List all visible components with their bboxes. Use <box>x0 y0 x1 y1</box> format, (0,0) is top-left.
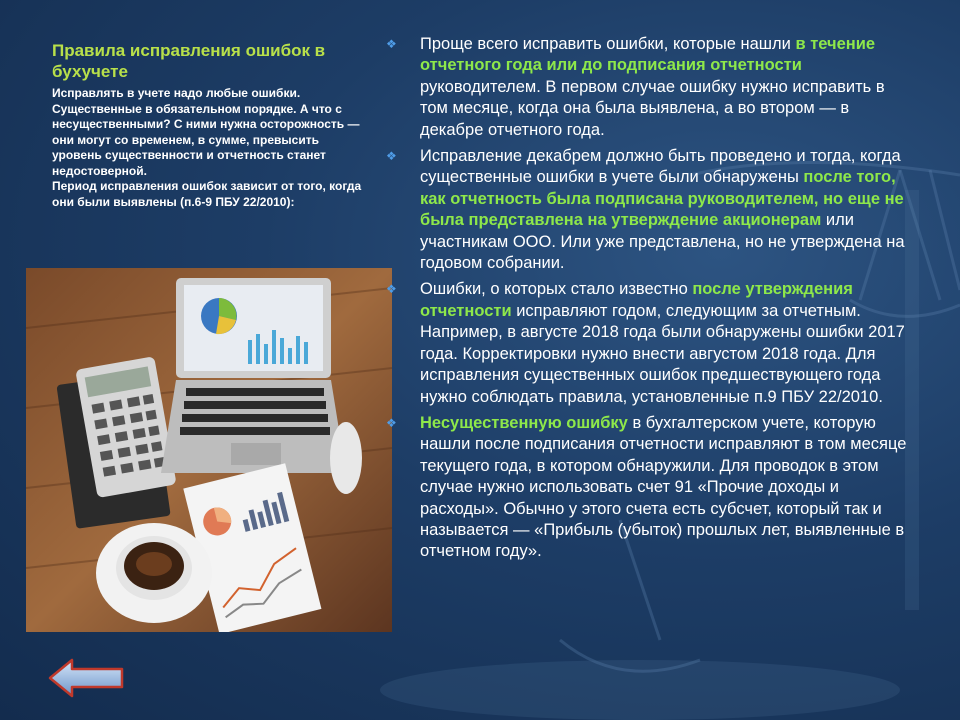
bullet-item <box>386 146 908 274</box>
bullet-highlight: после утверждения отчетности <box>420 280 853 320</box>
bullet-diamond-icon: ❖ <box>386 415 397 430</box>
bullet-diamond-icon: ❖ <box>386 282 397 297</box>
arrow-left-icon[interactable] <box>48 658 124 698</box>
bullet-text: исправляют годом, следующим за отчетным. Например, в августе 2018 года были обнаружены ошибки 2017 года. Корректировки нужно внести августом 2018 года. Для исправления существенных ошибок предшествующего года нужно соблюдать правила, установленные п.9 ПБУ 22/2010. <box>420 301 905 406</box>
coffee-cup-icon <box>96 523 212 623</box>
illustration-photo <box>26 268 392 632</box>
bullet-text: руководителем. В первом случае ошибку нужно исправить в том месяце, когда она была выявлена, а во втором — в декабре отчетного года. <box>420 77 885 139</box>
bullet-list <box>386 34 908 568</box>
mouse-icon <box>330 422 362 494</box>
bullet-text: Ошибки, о которых стало известно <box>420 280 693 299</box>
intro-paragraph-1: Исправлять в учете надо любые ошибки. Существенные в обязательном порядке. А что с несущественными? С ними нужна осторожность — они могут со временем, в сумме, превысить уровень существенности и отчетность станет недостоверной. <box>52 86 360 178</box>
bullet-text: или участникам ООО. Или уже представлена, но не утверждена на годовом собрании. <box>420 211 905 273</box>
intro-paragraph-2: Период исправления ошибок зависит от того, когда они были выявлены (п.6-9 ПБУ 22/2010): <box>52 179 362 209</box>
desk-illustration <box>26 268 392 632</box>
bullet-item <box>386 413 908 563</box>
slide-title: Правила исправления ошибок в бухучете <box>52 41 326 81</box>
intro-text <box>52 86 370 210</box>
bullet-diamond-icon: ❖ <box>386 37 397 51</box>
bullet-diamond-icon: ❖ <box>386 149 397 164</box>
laptop-icon <box>161 278 346 473</box>
back-button[interactable] <box>48 658 124 698</box>
bullet-highlight: после того, как отчетность была подписана руководителем, но еще не была представлена на утверждение акционерам <box>420 168 904 230</box>
bullet-text: в бухгалтерском учете, которую нашли после подписания отчетности исправляют в том месяце текущего года, в котором обнаружили. Для проводок в этом случае нужно использовать счет 91 «Прочие доходы и расходы». Обычно у этого счета есть субсчет, который так и называется — «Прибыль (убыток) прошлых лет, выявленные в отчетном году». <box>420 413 907 561</box>
bullet-highlight: Несущественную ошибку <box>420 413 628 432</box>
bullet-text: Проще всего исправить ошибки, которые нашли <box>420 35 796 53</box>
bullet-highlight: в течение отчетного года или до подписания отчетности <box>420 35 876 75</box>
bullet-item <box>386 34 908 141</box>
bullet-text: Исправление декабрем должно быть проведено и тогда, когда существенные ошибки в учете были обнаружены <box>420 147 901 187</box>
bullet-item <box>386 279 908 407</box>
